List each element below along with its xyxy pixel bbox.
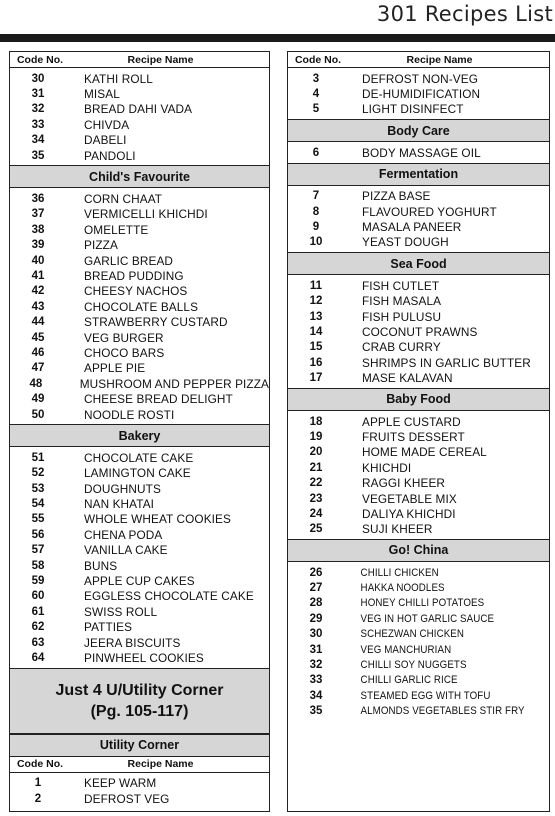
recipe-name: VEG IN HOT GARLIC SAUCE xyxy=(360,612,495,625)
recipe-code: 43 xyxy=(31,300,45,313)
section-go-china: Go! China xyxy=(288,539,549,562)
recipe-row xyxy=(288,657,549,672)
name-header: Recipe Name xyxy=(406,53,473,66)
recipe-name: SCHEZWAN CHICKEN xyxy=(360,628,465,641)
recipe-row xyxy=(288,445,549,460)
recipe-row xyxy=(10,253,269,268)
recipe-code: 12 xyxy=(309,295,323,308)
recipe-code: 30 xyxy=(309,628,323,641)
recipe-name: CHOCO BARS xyxy=(84,345,165,360)
recipe-rows xyxy=(288,68,549,119)
recipe-row xyxy=(10,268,269,283)
recipe-code: 7 xyxy=(312,190,320,203)
recipe-name: FISH CUTLET xyxy=(362,278,440,293)
recipe-row xyxy=(10,635,269,650)
recipe-name: HONEY CHILLI POTATOES xyxy=(360,597,485,610)
recipe-row xyxy=(10,222,269,237)
recipe-name: DEFROST NON-VEG xyxy=(362,71,478,86)
recipe-name: VANILLA CAKE xyxy=(84,543,168,558)
recipe-row xyxy=(288,145,549,160)
code-header: Code No. xyxy=(294,53,342,66)
recipe-row xyxy=(10,776,269,791)
recipe-row xyxy=(288,414,549,429)
recipe-code: 11 xyxy=(309,279,323,292)
recipe-row xyxy=(10,361,269,376)
recipe-row xyxy=(288,491,549,506)
recipe-code: 48 xyxy=(29,377,43,390)
recipe-name: JEERA BISCUITS xyxy=(84,635,181,650)
section-baby-food: Baby Food xyxy=(288,388,549,411)
recipe-name: SUJI KHEER xyxy=(362,522,433,537)
recipe-name: HOME MADE CEREAL xyxy=(362,445,487,460)
recipe-code: 51 xyxy=(31,451,45,464)
recipe-row xyxy=(288,475,549,490)
recipe-row xyxy=(288,611,549,626)
table-header xyxy=(288,52,549,68)
recipe-row xyxy=(10,527,269,542)
recipe-code: 10 xyxy=(309,236,323,249)
recipe-name: SWISS ROLL xyxy=(84,604,158,619)
recipe-name: GARLIC BREAD xyxy=(84,253,174,268)
recipe-row xyxy=(288,704,549,719)
recipe-rows xyxy=(10,68,269,165)
recipe-row xyxy=(10,284,269,299)
recipe-code: 19 xyxy=(309,430,323,443)
table-header xyxy=(10,756,269,773)
recipe-row xyxy=(10,102,269,117)
recipe-name: CORN CHAAT xyxy=(84,192,163,207)
recipe-row xyxy=(288,278,549,293)
recipe-code: 1 xyxy=(34,777,42,790)
recipe-row xyxy=(288,294,549,309)
recipe-code: 44 xyxy=(31,316,45,329)
recipe-code: 38 xyxy=(31,223,45,236)
recipe-name: PANDOLI xyxy=(84,148,136,163)
recipe-code: 2 xyxy=(34,792,42,805)
recipe-name: CHOCOLATE BALLS xyxy=(84,299,199,314)
recipe-code: 58 xyxy=(31,559,45,572)
recipe-name: VEGETABLE MIX xyxy=(362,491,457,506)
section-bakery: Bakery xyxy=(10,424,269,447)
just-4-u-pages: (Pg. 105-117) xyxy=(90,702,189,720)
recipe-row xyxy=(10,791,269,806)
recipe-name: CHILLI GARLIC RICE xyxy=(360,674,458,687)
recipe-code: 17 xyxy=(309,372,323,385)
recipe-row xyxy=(10,133,269,148)
recipe-row xyxy=(288,309,549,324)
recipe-code: 34 xyxy=(309,689,323,702)
recipe-row xyxy=(288,580,549,595)
recipe-rows xyxy=(288,275,549,388)
recipe-code: 56 xyxy=(31,528,45,541)
recipe-name: KEEP WARM xyxy=(84,776,157,791)
recipe-name: BREAD PUDDING xyxy=(84,268,184,283)
recipe-name: NAN KHATAI xyxy=(84,497,155,512)
recipe-row xyxy=(288,204,549,219)
recipe-name: DEFROST VEG xyxy=(84,791,170,806)
section-utility-corner: Utility Corner xyxy=(10,734,269,756)
recipe-row xyxy=(288,324,549,339)
recipe-row xyxy=(10,376,269,391)
recipe-row xyxy=(288,673,549,688)
recipe-name: VEG BURGER xyxy=(84,330,164,345)
recipe-code: 64 xyxy=(31,651,45,664)
name-header: Recipe Name xyxy=(127,758,194,771)
recipe-code: 41 xyxy=(31,269,45,282)
recipe-name: DABELI xyxy=(84,133,127,148)
recipe-row xyxy=(10,543,269,558)
recipe-name: LAMINGTON CAKE xyxy=(84,466,191,481)
recipe-code: 45 xyxy=(31,331,45,344)
recipe-row xyxy=(10,650,269,665)
recipe-row xyxy=(10,512,269,527)
recipe-row xyxy=(288,235,549,250)
recipe-code: 46 xyxy=(31,346,45,359)
recipe-row xyxy=(10,299,269,314)
recipe-name: EGGLESS CHOCOLATE CAKE xyxy=(84,589,254,604)
recipe-code: 21 xyxy=(309,461,323,474)
recipe-row xyxy=(288,642,549,657)
recipe-code: 22 xyxy=(309,477,323,490)
recipe-name: NOODLE ROSTI xyxy=(84,407,175,422)
recipe-code: 25 xyxy=(309,523,323,536)
right-recipe-table xyxy=(287,51,550,812)
recipe-row xyxy=(288,219,549,234)
recipe-name: DE-HUMIDIFICATION xyxy=(362,87,481,102)
recipe-code: 33 xyxy=(309,674,323,687)
recipe-code: 3 xyxy=(312,72,320,85)
recipe-name: STRAWBERRY CUSTARD xyxy=(84,315,228,330)
recipe-row xyxy=(288,189,549,204)
recipe-code: 8 xyxy=(312,205,320,218)
recipe-row xyxy=(10,345,269,360)
recipe-code: 9 xyxy=(312,221,320,234)
recipe-name: LIGHT DISINFECT xyxy=(362,102,464,117)
recipe-name: FLAVOURED YOGHURT xyxy=(362,204,497,219)
recipe-code: 33 xyxy=(31,118,45,131)
recipe-row xyxy=(10,589,269,604)
recipe-row xyxy=(288,429,549,444)
recipe-name: DALIYA KHICHDI xyxy=(362,506,456,521)
recipe-row xyxy=(10,558,269,573)
recipe-name: WHOLE WHEAT COOKIES xyxy=(84,512,231,527)
recipe-code: 23 xyxy=(309,492,323,505)
recipe-name: RAGGI KHEER xyxy=(362,476,446,491)
recipe-row xyxy=(10,496,269,511)
recipe-row xyxy=(288,688,549,703)
recipe-code: 61 xyxy=(31,605,45,618)
recipe-code: 47 xyxy=(31,362,45,375)
recipe-code: 59 xyxy=(31,575,45,588)
recipe-name: FISH MASALA xyxy=(362,294,442,309)
recipe-name: CHEESE BREAD DELIGHT xyxy=(84,392,233,407)
recipe-name: CHILLI SOY NUGGETS xyxy=(360,659,467,672)
recipe-code: 18 xyxy=(309,415,323,428)
recipe-code: 63 xyxy=(31,636,45,649)
recipe-row xyxy=(10,466,269,481)
section-fermentation: Fermentation xyxy=(288,163,549,186)
recipe-code: 15 xyxy=(309,341,323,354)
recipe-code: 42 xyxy=(31,285,45,298)
recipe-name: BODY MASSAGE OIL xyxy=(362,145,481,160)
recipe-code: 24 xyxy=(309,507,323,520)
recipe-row xyxy=(10,573,269,588)
recipe-name: STEAMED EGG WITH TOFU xyxy=(360,689,491,702)
recipe-row xyxy=(288,506,549,521)
code-header: Code No. xyxy=(16,53,64,66)
section-sea-food: Sea Food xyxy=(288,252,549,275)
recipe-rows xyxy=(10,188,269,424)
recipe-code: 57 xyxy=(31,544,45,557)
recipe-row xyxy=(10,191,269,206)
recipe-name: APPLE CUP CAKES xyxy=(84,574,195,589)
recipe-code: 37 xyxy=(31,208,45,221)
recipe-name: PIZZA xyxy=(84,238,118,253)
recipe-code: 32 xyxy=(309,659,323,672)
recipe-name: MUSHROOM AND PEPPER PIZZA xyxy=(79,376,269,391)
section-body-care: Body Care xyxy=(288,119,549,142)
recipe-code: 55 xyxy=(31,513,45,526)
title-rule xyxy=(0,34,555,42)
recipe-row xyxy=(10,391,269,406)
recipe-name: DOUGHNUTS xyxy=(84,481,161,496)
recipe-row xyxy=(10,207,269,222)
recipe-name: MISAL xyxy=(84,87,120,102)
recipe-name: APPLE CUSTARD xyxy=(362,414,461,429)
code-header: Code No. xyxy=(16,758,64,771)
recipe-row xyxy=(288,355,549,370)
recipe-name: MASALA PANEER xyxy=(362,220,462,235)
recipe-code: 54 xyxy=(31,498,45,511)
recipe-name: CHEESY NACHOS xyxy=(84,284,188,299)
recipe-code: 6 xyxy=(312,146,320,159)
recipe-name: CHILLI CHICKEN xyxy=(360,566,439,579)
recipe-code: 13 xyxy=(309,310,323,323)
recipe-code: 32 xyxy=(31,103,45,116)
recipe-code: 27 xyxy=(309,582,323,595)
recipe-name: OMELETTE xyxy=(84,222,149,237)
recipe-rows xyxy=(288,562,549,721)
recipe-name: PATTIES xyxy=(84,620,133,635)
recipe-name: SHRIMPS IN GARLIC BUTTER xyxy=(362,355,531,370)
just-4-u-banner xyxy=(10,668,269,734)
recipe-name: COCONUT PRAWNS xyxy=(362,324,478,339)
recipe-row xyxy=(288,102,549,117)
recipe-rows xyxy=(288,142,549,162)
recipe-name: KATHI ROLL xyxy=(84,71,153,86)
recipe-rows xyxy=(288,411,549,539)
recipe-row xyxy=(10,481,269,496)
recipe-code: 14 xyxy=(309,325,323,338)
recipe-row xyxy=(10,407,269,422)
section-childs-favourite: Child's Favourite xyxy=(10,165,269,188)
recipe-code: 62 xyxy=(31,621,45,634)
recipe-name: PIZZA BASE xyxy=(362,189,431,204)
recipe-row xyxy=(10,620,269,635)
recipe-code: 28 xyxy=(309,597,323,610)
recipe-row xyxy=(288,596,549,611)
recipe-code: 16 xyxy=(309,356,323,369)
left-recipe-table xyxy=(9,51,270,812)
recipe-name: APPLE PIE xyxy=(84,361,146,376)
recipe-code: 29 xyxy=(309,612,323,625)
recipe-code: 50 xyxy=(31,408,45,421)
recipe-name: FISH PULUSU xyxy=(362,309,442,324)
recipe-name: VERMICELLI KHICHDI xyxy=(84,207,208,222)
recipe-name: BUNS xyxy=(84,558,118,573)
recipe-row xyxy=(10,71,269,86)
recipe-name: VEG MANCHURIAN xyxy=(360,643,452,656)
recipe-code: 35 xyxy=(309,705,323,718)
recipe-name: ALMONDS VEGETABLES STIR FRY xyxy=(360,705,525,718)
recipe-code: 53 xyxy=(31,482,45,495)
recipe-row xyxy=(288,71,549,86)
recipe-code: 4 xyxy=(312,88,320,101)
recipe-name: CRAB CURRY xyxy=(362,340,441,355)
recipe-rows xyxy=(10,447,269,667)
recipe-name: CHENA PODA xyxy=(84,527,163,542)
recipe-code: 39 xyxy=(31,239,45,252)
recipe-row xyxy=(10,117,269,132)
recipe-name: FRUITS DESSERT xyxy=(362,429,465,444)
recipe-code: 36 xyxy=(31,193,45,206)
recipe-row xyxy=(10,450,269,465)
recipe-row xyxy=(10,314,269,329)
recipe-rows xyxy=(10,773,269,809)
recipe-row xyxy=(288,86,549,101)
recipe-row xyxy=(288,627,549,642)
recipe-code: 60 xyxy=(31,590,45,603)
recipe-code: 5 xyxy=(312,103,320,116)
recipe-name: KHICHDI xyxy=(362,460,412,475)
recipe-code: 40 xyxy=(31,254,45,267)
recipe-name: YEAST DOUGH xyxy=(362,235,449,250)
recipe-code: 31 xyxy=(309,643,323,656)
table-header xyxy=(10,52,269,68)
recipe-name: MASE KALAVAN xyxy=(362,371,453,386)
recipe-row xyxy=(10,148,269,163)
just-4-u-title: Just 4 U/Utility Corner xyxy=(55,681,224,699)
recipe-name: CHIVDA xyxy=(84,117,130,132)
recipe-code: 35 xyxy=(31,149,45,162)
recipe-row xyxy=(288,522,549,537)
recipe-code: 49 xyxy=(31,393,45,406)
recipe-row xyxy=(10,330,269,345)
recipe-code: 34 xyxy=(31,134,45,147)
recipe-row xyxy=(288,565,549,580)
recipe-name: BREAD DAHI VADA xyxy=(84,102,193,117)
recipe-code: 31 xyxy=(31,88,45,101)
recipe-code: 20 xyxy=(309,446,323,459)
recipe-name: HAKKA NOODLES xyxy=(360,582,445,595)
recipe-row xyxy=(10,238,269,253)
recipe-row xyxy=(288,340,549,355)
name-header: Recipe Name xyxy=(127,53,194,66)
recipe-code: 52 xyxy=(31,467,45,480)
recipe-name: PINWHEEL COOKIES xyxy=(84,650,204,665)
page-title: 301 Recipes List xyxy=(376,2,553,26)
recipe-code: 26 xyxy=(309,566,323,579)
recipe-code: 30 xyxy=(31,72,45,85)
recipe-row xyxy=(288,460,549,475)
recipe-rows xyxy=(288,186,549,253)
recipe-name: CHOCOLATE CAKE xyxy=(84,450,194,465)
recipe-row xyxy=(10,604,269,619)
recipe-row xyxy=(288,370,549,385)
recipe-row xyxy=(10,86,269,101)
